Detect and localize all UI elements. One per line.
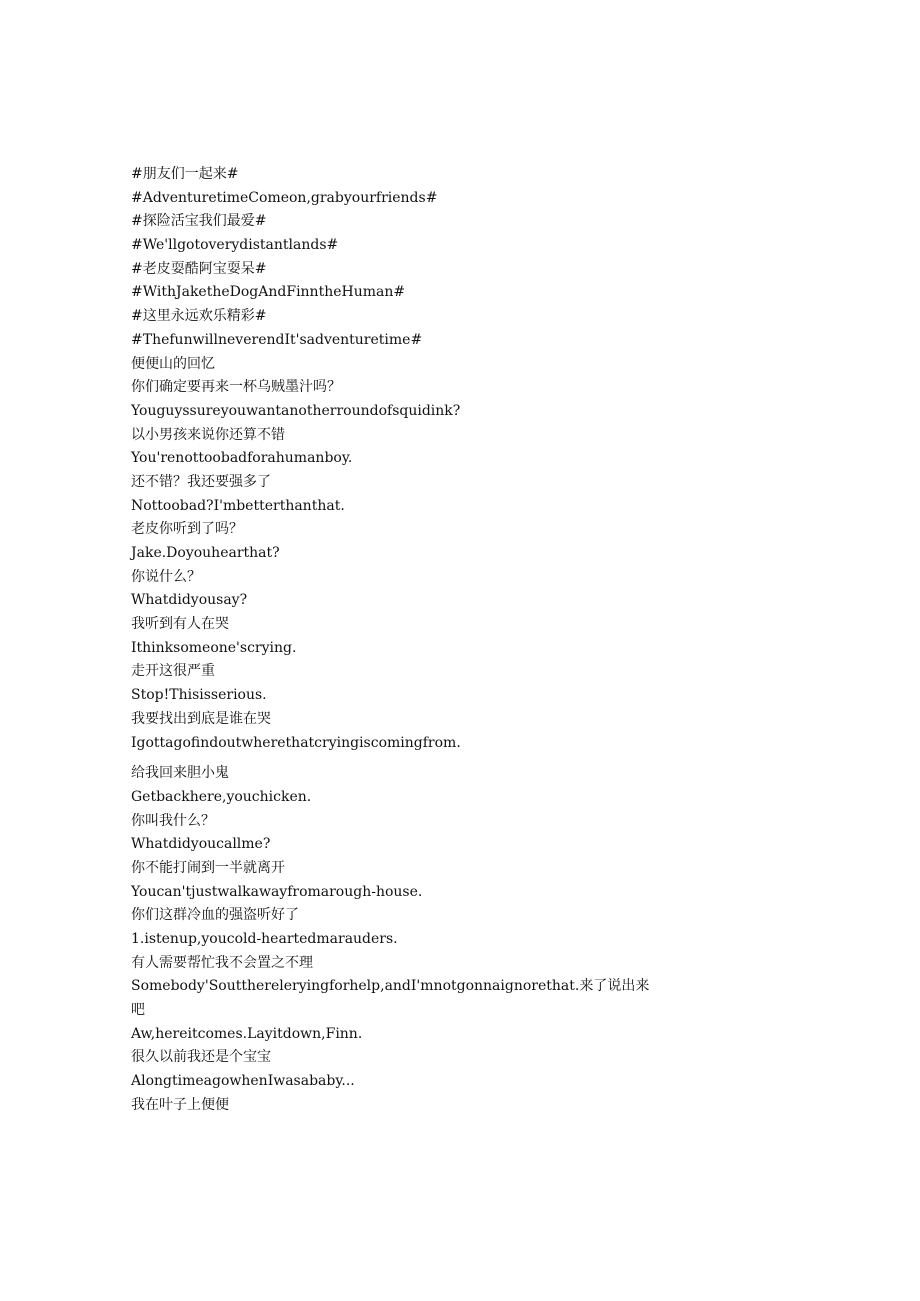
subtitle-transcript: [131, 163, 771, 1118]
text-line: Youguyssureyouwantanotherroundofsquidink?: [131, 402, 461, 419]
text-line: Ithinksomeone'scrying.: [131, 639, 297, 656]
text-line: Whatdidyousay?: [131, 592, 248, 609]
text-line: #这里永远欢乐精彩#: [131, 308, 267, 325]
text-line: 我听到有人在哭: [131, 616, 229, 633]
text-line: 你说什么？: [131, 568, 201, 585]
text-line: Getbackhere,youchicken.: [131, 788, 312, 805]
text-line: #We'llgotoverydistantlands#: [131, 237, 339, 254]
text-line: 走开这很严重: [131, 663, 215, 680]
text-line: Somebody'Soutthereleryingforhelp,andI'mnotgonnaignorethat.来了说出来: [131, 978, 650, 995]
text-line: Aw,hereitcomes.Layitdown,Finn.: [131, 1025, 363, 1042]
text-line: 你叫我什么？: [131, 812, 215, 829]
text-line: 我要找出到底是谁在哭: [131, 710, 271, 727]
text-line: 有人需要帮忙我不会置之不理: [131, 954, 313, 971]
text-line: 给我回来胆小鬼: [131, 765, 229, 782]
text-line: #WithJaketheDogAndFinntheHuman#: [131, 284, 406, 301]
text-line: Stop!Thisisserious.: [131, 687, 267, 704]
text-line: Igottagofindoutwherethatcryingiscomingfrom.: [131, 734, 461, 751]
text-line: Jake.Doyouhearthat?: [131, 545, 280, 561]
text-line: AlongtimeagowhenIwasababy...: [131, 1073, 355, 1090]
text-line: #探险活宝我们最爱#: [131, 213, 267, 230]
text-line: You'renottoobadforahumanboy.: [131, 450, 353, 467]
text-line: #ThefunwillneverendIt'sadventuretime#: [131, 331, 423, 348]
text-line: 便便山的回忆: [131, 355, 215, 372]
text-line: Youcan'tjustwalkawayfromarough-house.: [131, 883, 423, 900]
text-line: 1.istenup,youcold-heartedmarauders.: [131, 931, 398, 947]
text-line: 你们这群冷血的强盗听好了: [131, 907, 299, 924]
text-line: #老皮耍酷阿宝耍呆#: [131, 260, 267, 277]
text-line: 你们确定要再来一杯乌贼墨汁吗？: [131, 379, 341, 396]
text-line: 还不错？我还要强多了: [131, 473, 271, 490]
text-line: 以小男孩来说你还算不错: [131, 426, 285, 443]
text-line: 你不能打闹到一半就离开: [131, 859, 285, 876]
text-line: 吧: [131, 1002, 145, 1019]
text-line: Nottoobad?I'mbetterthanthat.: [131, 497, 345, 514]
text-line: #朋友们一起来#: [131, 166, 239, 182]
text-line: 很久以前我还是个宝宝: [131, 1049, 271, 1066]
text-line: #AdventuretimeComeon,grabyourfriends#: [131, 189, 438, 206]
text-line: 老皮你听到了吗？: [131, 521, 243, 538]
text-line: 我在叶子上便便: [131, 1096, 229, 1113]
text-line: Whatdidyoucallme?: [131, 836, 271, 853]
